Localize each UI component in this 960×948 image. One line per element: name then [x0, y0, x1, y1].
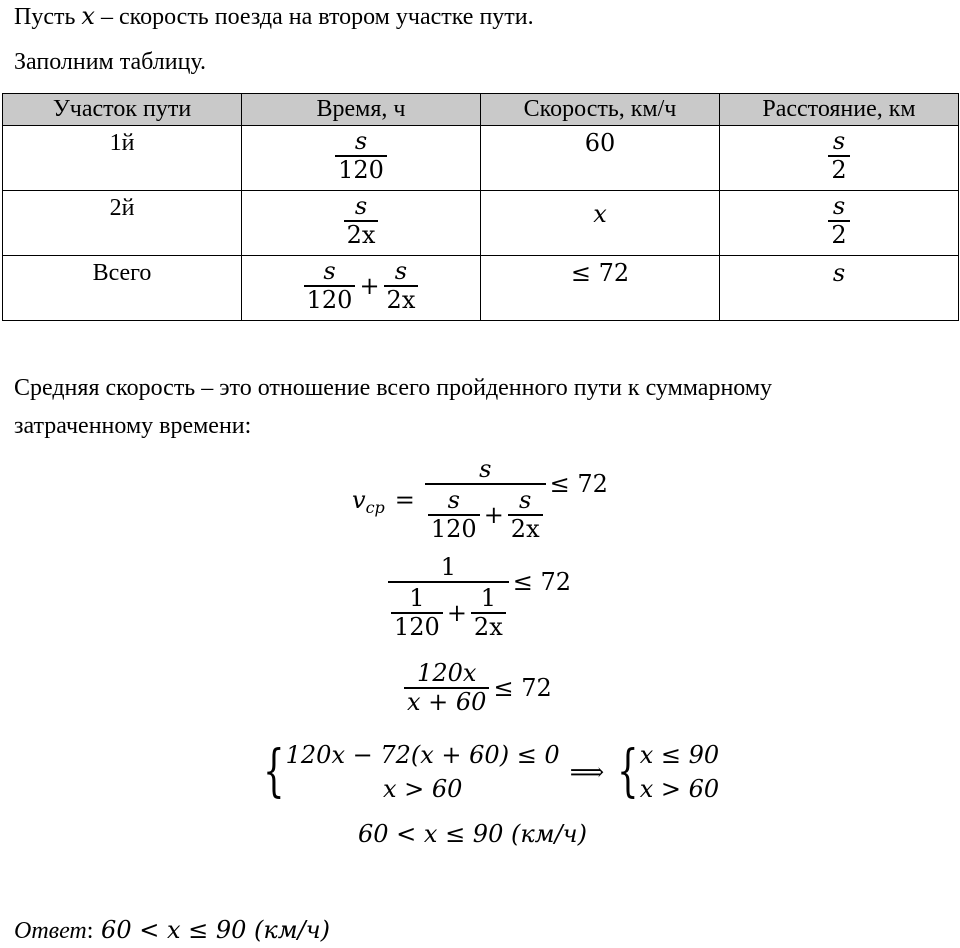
equation-1: v cp = s $\frac{s}{120}$ + $\frac{s}{2x}$ ≤ 72 — [352, 455, 608, 543]
answer-label: Ответ — [14, 918, 87, 944]
cell-distance — [720, 126, 959, 191]
header-speed: Скорость, км/ч — [481, 94, 720, 126]
equation-3: $\frac{120x}{x + 60}$ ≤ 72 — [404, 660, 552, 716]
table-row — [3, 256, 959, 321]
header-segment: Участок пути — [3, 94, 242, 126]
main-fraction: 1 $\frac{1}{120}$ + $\frac{1}{2x}$ — [388, 554, 509, 641]
main-fraction: s $\frac{s}{120}$ + $\frac{s}{2x}$ — [425, 456, 546, 543]
fraction: $\frac{s}{2}$ — [828, 128, 849, 184]
equation-4: { 120x − 72(x + 60) ≤ 0 x > 60 ⟹ { x ≤ 90 x > 60 — [263, 739, 720, 804]
cell-time — [242, 191, 481, 256]
intro-line-1 — [14, 2, 534, 31]
cell-segment: 1й — [3, 126, 242, 191]
equation-2: 1 $\frac{1}{120}$ + $\frac{1}{2x}$ ≤ 72 — [388, 554, 571, 641]
table-row — [3, 191, 959, 256]
data-table — [2, 93, 959, 321]
intro-text-after: – скорость поезда на втором участке пути. — [94, 4, 534, 30]
cell-speed: x — [481, 191, 720, 256]
intro-line-2: Заполним таблицу. — [14, 49, 207, 75]
explanation-line-1: Средняя скорость – это отношение всего пройденного пути к суммарному — [14, 375, 773, 401]
header-time: Время, ч — [242, 94, 481, 126]
fraction: $\frac{s}{2x}$ — [344, 193, 379, 249]
intro-variable: x — [81, 2, 95, 30]
intro-text-before: Пусть — [14, 4, 82, 30]
fraction-sum: $\frac{s}{120}$ + $\frac{s}{2x}$ — [304, 258, 419, 314]
cell-time — [242, 126, 481, 191]
equation-5: 60 < x ≤ 90 (км/ч) — [358, 820, 587, 848]
cell-speed: ≤ 72 — [481, 256, 720, 321]
cell-distance: s — [720, 256, 959, 321]
table-header-row — [3, 94, 959, 126]
table-row — [3, 126, 959, 191]
header-distance: Расстояние, км — [720, 94, 959, 126]
cell-time — [242, 256, 481, 321]
cell-speed: 60 — [481, 126, 720, 191]
cell-segment: Всего — [3, 256, 242, 321]
answer-colon: : — [86, 918, 94, 944]
explanation-line-2: затраченному времени: — [14, 413, 252, 439]
cell-distance — [720, 191, 959, 256]
fraction: $\frac{s}{120}$ — [335, 128, 387, 184]
answer-value: 60 < x ≤ 90 (км/ч) — [93, 916, 330, 944]
answer-line — [14, 914, 330, 947]
cell-segment: 2й — [3, 191, 242, 256]
fraction: $\frac{s}{2}$ — [828, 193, 849, 249]
main-fraction: $\frac{120x}{x + 60}$ — [404, 660, 489, 716]
